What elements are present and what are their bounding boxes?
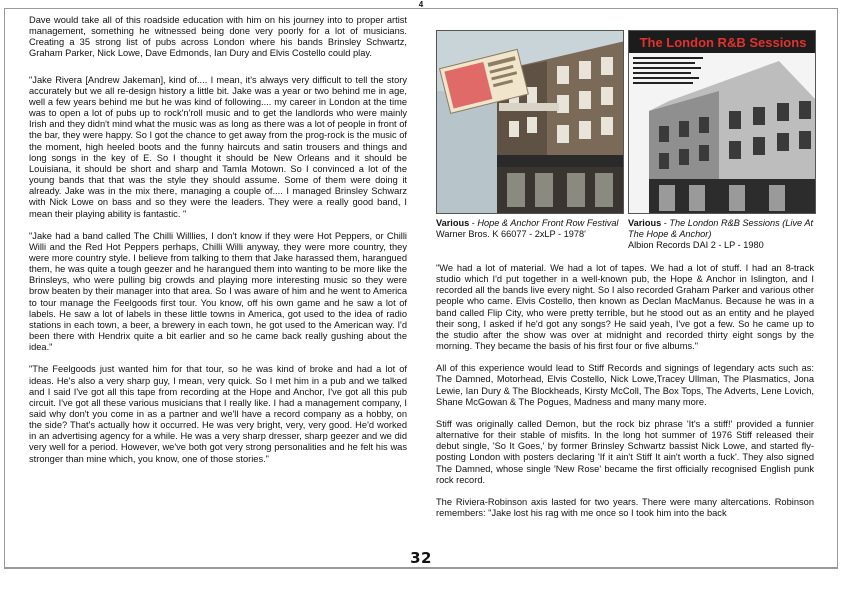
paragraph: "The Feelgoods just wanted him for that tour, so he was kind of broke and had a lot of ideas. He's also a very sharp guy, I mean, very quick. So I met him in a pub and we talked and I said I've got all this tape from recording at the Hope and Anchor, I've got all this pub circuit. I've got all these various musicians that I really like. I had a management company, I said why don't you come in as a partner and we'll have a record company as a hobby, on the side? That's actually how it occurred. He was very bright, very, very good. He'd worked in an advertising agency for a while. He was a very sharp dresser, sharp geezer and we did very well for a period. However, we've both got very strong personalities and he felt his was stronger than mine which, you know, one of those stories." bbox=[29, 364, 407, 464]
paragraph: All of this experience would lead to Stiff Records and signings of legendary acts such as: The Damned, Motorhead, Elvis Costello, Nick Lowe,Tracey Ullman, The Plasmatics, Jona Lewie, Ian Dury & The Blockheads, Kirsty McColl, The Box Tops, The Adverts, Lene Lovich, Shane McGowan & The Pogues, Madness and many many more. bbox=[436, 363, 814, 407]
top-page-number: 4 bbox=[418, 0, 424, 9]
left-column bbox=[29, 15, 407, 476]
album-cover-hope-anchor bbox=[436, 30, 624, 214]
divider bbox=[4, 568, 838, 569]
album-caption-1 bbox=[436, 218, 624, 240]
paragraph: "Jake Rivera [Andrew Jakeman], kind of.... I mean, it's always very difficult to tell the story accurately but we all re-design history a little bit. Jake was a year or two behind me in age, well a few years behind me but he was kind of following.... my career in London at the time was to open a lot of pubs up to rock'n'roll music and to get the landlords who were mainly Irish and they didn't mind what the music was as long as there was a lot of people in front of the bar, they were happy. So I got the chance to get away from the prog-rock is the music of the moment, high heeled boots and the funny haircuts and satin trousers and things and long songs in the key of E. So I thought it should be New Orleans and it should be Louisiana, it should be short and sharp and Tamla Motown. So I convinced a lot of the young bands that that was the style they should assume. Some of them were doing it already. Jake was in the mix there, managing a couple of.... I managed Brinsley Schwarz with Nick Lowe on bass and so they were the leaders. They were a really good band, I mean their playing ability is fantastic. " bbox=[29, 74, 407, 219]
right-column bbox=[436, 263, 814, 530]
paragraph: "We had a lot of material. We had a lot of tapes. We had a lot of stuff. I had an 8-track studio which I'd put together in a well-known pub, the Hope & Anchor in Islington, and I recorded all the bands live every night. So I also recorded Graham Parker and various other people who came. Elvis Costello, then known as Declan MacManus. Because he was in a band called Flip City, who were pretty terrible, but he stood out as an entity and he played their song, I asked if he'd got any songs? He said yeah, I've got a few. So he came up to the studio after the show was over at midnight and recorded thirty eight songs by the morning. They became the basis of his first four or five albums." bbox=[436, 263, 814, 352]
caption-title: The London R&B Sessions (Live At The Hope & Anchor) bbox=[628, 218, 814, 240]
paragraph: Dave would take all of this roadside education with him on his journey into to proper artist management, something he witnessed being done very poorly for a lot of musicians. Creating a 35 strong list of pubs across London where his bands Brinsley Schwartz, Graham Parker, Nick Lowe, Dave Edmonds, Ian Dury and Elvis Costello could play. bbox=[29, 15, 407, 59]
caption-title: Hope & Anchor Front Row Festival bbox=[477, 218, 619, 228]
album-cover-london-rb-sessions bbox=[628, 30, 816, 214]
album-cover-title: The London R&B Sessions bbox=[639, 35, 807, 50]
caption-separator: - bbox=[469, 218, 478, 228]
caption-details: Albion Records DAI 2 - LP - 1980 bbox=[628, 240, 764, 251]
paragraph: Stiff was originally called Demon, but the rock biz phrase 'It's a stiff!' provided a funnier alternative for their stable of misfits. In the long hot summer of 1976 Stiff released their debut single, 'So It Goes,' by former Brinsley Schwartz bassist Nick Lowe, and started fly-posting London with posters declaring 'If it ain't Stiff It ain't worth a fuck'. They also signed The Damned, whose single 'New Rose' became the first officially recognised English punk rock record. bbox=[436, 418, 814, 485]
caption-details: Warner Bros. K 66077 - 2xLP - 1978' bbox=[436, 229, 586, 240]
caption-artist: Various bbox=[436, 218, 470, 228]
paragraph: The Riviera-Robinson axis lasted for two years. There were many altercations. Robinson remembers: "Jake lost his rag with me once so I took him into the back bbox=[436, 496, 814, 518]
caption-artist: Various bbox=[628, 218, 662, 228]
album-caption-2 bbox=[628, 218, 816, 252]
paragraph: "Jake had a band called The Chilli Willlies, I don't know if they were Hot Peppers, or Chilli Willi and the Red Hot Peppers perhaps, Chilli Willi anyway, they were more country, they were more country style. I believe from talking to them that Jake harassed them, harangued them, he was quite a tough geezer and he harangued them into wanting to be more like the Brinsleys, who were pulling big crowds and playing more interesting music so they were brow beaten by their manager into that area. So I was aware of him and he went to America to tour manage the Feelgoods first tour. You know, off his own game and he saw a lot of labels. He saw a lot of labels in these little towns in America, got used to the idea of radio stations in each town, a beer, a brewery in each town, he got used to the American way. I'd been there with Hendrix quite a bit earlier and so he came back really gushing about the idea." bbox=[29, 230, 407, 353]
page-number: 32 bbox=[410, 549, 432, 567]
caption-separator: - bbox=[661, 218, 670, 228]
